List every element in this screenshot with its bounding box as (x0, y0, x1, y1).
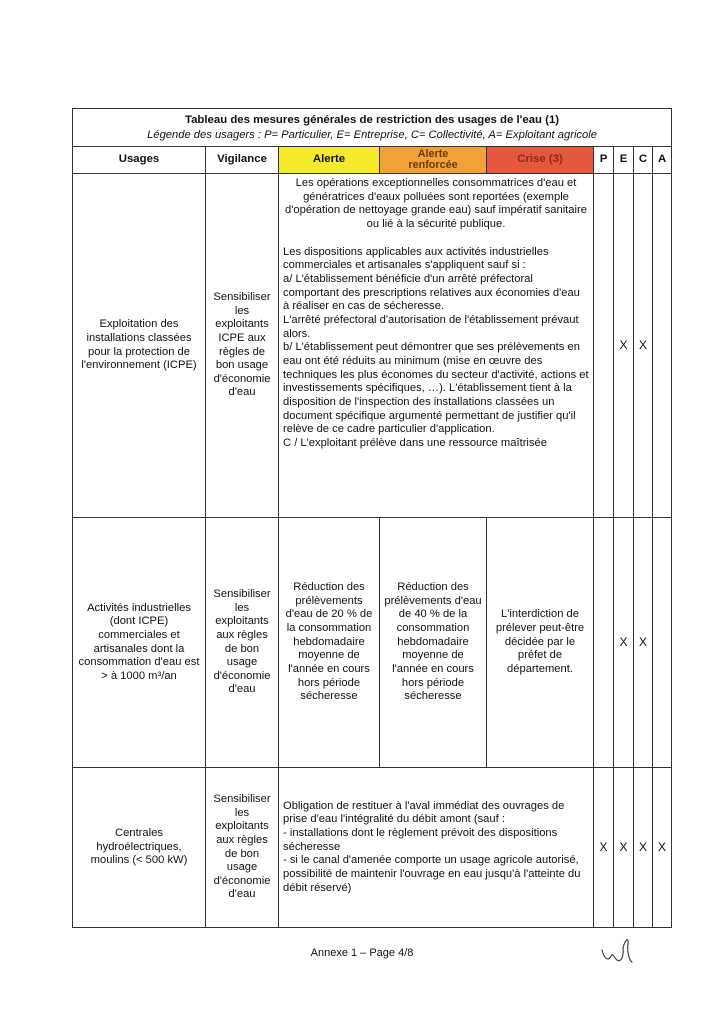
alerte-cell: Réduction des prélèvements d'eau de 20 % de la consommation hebdomadaire moyenne de l'année en cours hors période sécheresse (279, 518, 380, 768)
usage-cell: Activités industrielles (dont ICPE) commerciales et artisanales dont la consommation d'eau est > à 1000 m³/an (73, 518, 206, 768)
measures-cell (279, 174, 594, 518)
vigilance-cell: Sensibiliser les exploitants aux règles de bon usage d'économie d'eau (206, 518, 279, 768)
usage-cell: Exploitation des installations classées pour la protection de l'environnement (ICPE) (73, 174, 206, 518)
mark-e: X (614, 518, 634, 768)
table-row (73, 518, 672, 768)
header-p: P (594, 147, 614, 174)
table-row (73, 174, 672, 518)
alerte-renforcee-cell: Réduction des prélèvements d'eau de 40 % de la consommation hebdomadaire moyenne de l'année en cours hors période sécheresse (380, 518, 487, 768)
mark-c: X (634, 174, 653, 518)
vigilance-cell: Sensibiliser les exploitants ICPE aux règles de bon usage d'économie d'eau (206, 174, 279, 518)
header-e: E (614, 147, 634, 174)
mark-p: X (594, 768, 614, 928)
usage-cell: Centrales hydroélectriques, moulins (< 500 kW) (73, 768, 206, 928)
header-vigilance: Vigilance (206, 147, 279, 174)
header-alerte: Alerte (279, 147, 380, 174)
mark-e: X (614, 768, 634, 928)
measure-text-a: Les opérations exceptionnelles consommatrices d'eau et génératrices d'eaux polluées sont reportées (exemple d'opération de nettoyage grande eau) sauf impératif sanitaire ou lié à la sécurité publique. (285, 177, 587, 230)
header-a: A (653, 147, 672, 174)
restriction-table (72, 108, 672, 928)
mark-a (653, 518, 672, 768)
vigilance-cell: Sensibiliser les exploitants aux règles de bon usage d'économie d'eau (206, 768, 279, 928)
mark-c: X (634, 518, 653, 768)
table-row (73, 768, 672, 928)
mark-a (653, 174, 672, 518)
page-footer: Annexe 1 – Page 4/8 (310, 947, 414, 959)
header-crise: Crise (3) (487, 147, 594, 174)
header-row (73, 147, 672, 174)
measures-cell: Obligation de restituer à l'aval immédiat des ouvrages de prise d'eau l'intégralité du débit amont (sauf : - installations dont le règlement prévoit des dispositions sécheresse - si le canal d'amenée comporte un usage agricole autorisé, possibilité de maintenir l'ouvrage en eau jusqu'à l'atteinte du débit réservé) (279, 768, 594, 928)
table-title-cell (73, 109, 672, 147)
header-alerte-renforcee: Alerte renforcée (380, 147, 487, 174)
table-title: Tableau des mesures générales de restriction des usages de l'eau (1) (184, 113, 560, 126)
crise-cell: L'interdiction de prélever peut-être décidée par le préfet de département. (487, 518, 594, 768)
mark-p (594, 518, 614, 768)
handwritten-initials (598, 928, 636, 968)
table-legend: Légende des usagers : P= Particulier, E= Entreprise, C= Collectivité, A= Exploitant agricole (147, 128, 597, 141)
header-c: C (634, 147, 653, 174)
mark-p (594, 174, 614, 518)
measure-text-b: Les dispositions applicables aux activités industrielles commerciales et artisanales s'appliquent sauf si : a/ L'établissement bénéficie d'un arrêté préfectoral comportant des prescriptions relatives aux économies d'eau à réaliser en cas de sécheresse. L'arrêté préfectoral d'autorisation de l'établissement prévaut alors. b/ L'établissement peut démontrer que ses prélèvements en eau ont été réduits au minimum (mise en œuvre des techniques les plus économes du secteur d'activité, actions et investissements spécifiques, …). L'établissement tient à la disposition de l'inspection des installations classées un document spécifique argumenté permettant de justifier qu'il relève de ce cadre particulier d'application. C / L'exploitant prélève dans une ressource maîtrisée (283, 245, 589, 449)
header-usages: Usages (73, 147, 206, 174)
mark-e: X (614, 174, 634, 518)
mark-a: X (653, 768, 672, 928)
mark-c: X (634, 768, 653, 928)
